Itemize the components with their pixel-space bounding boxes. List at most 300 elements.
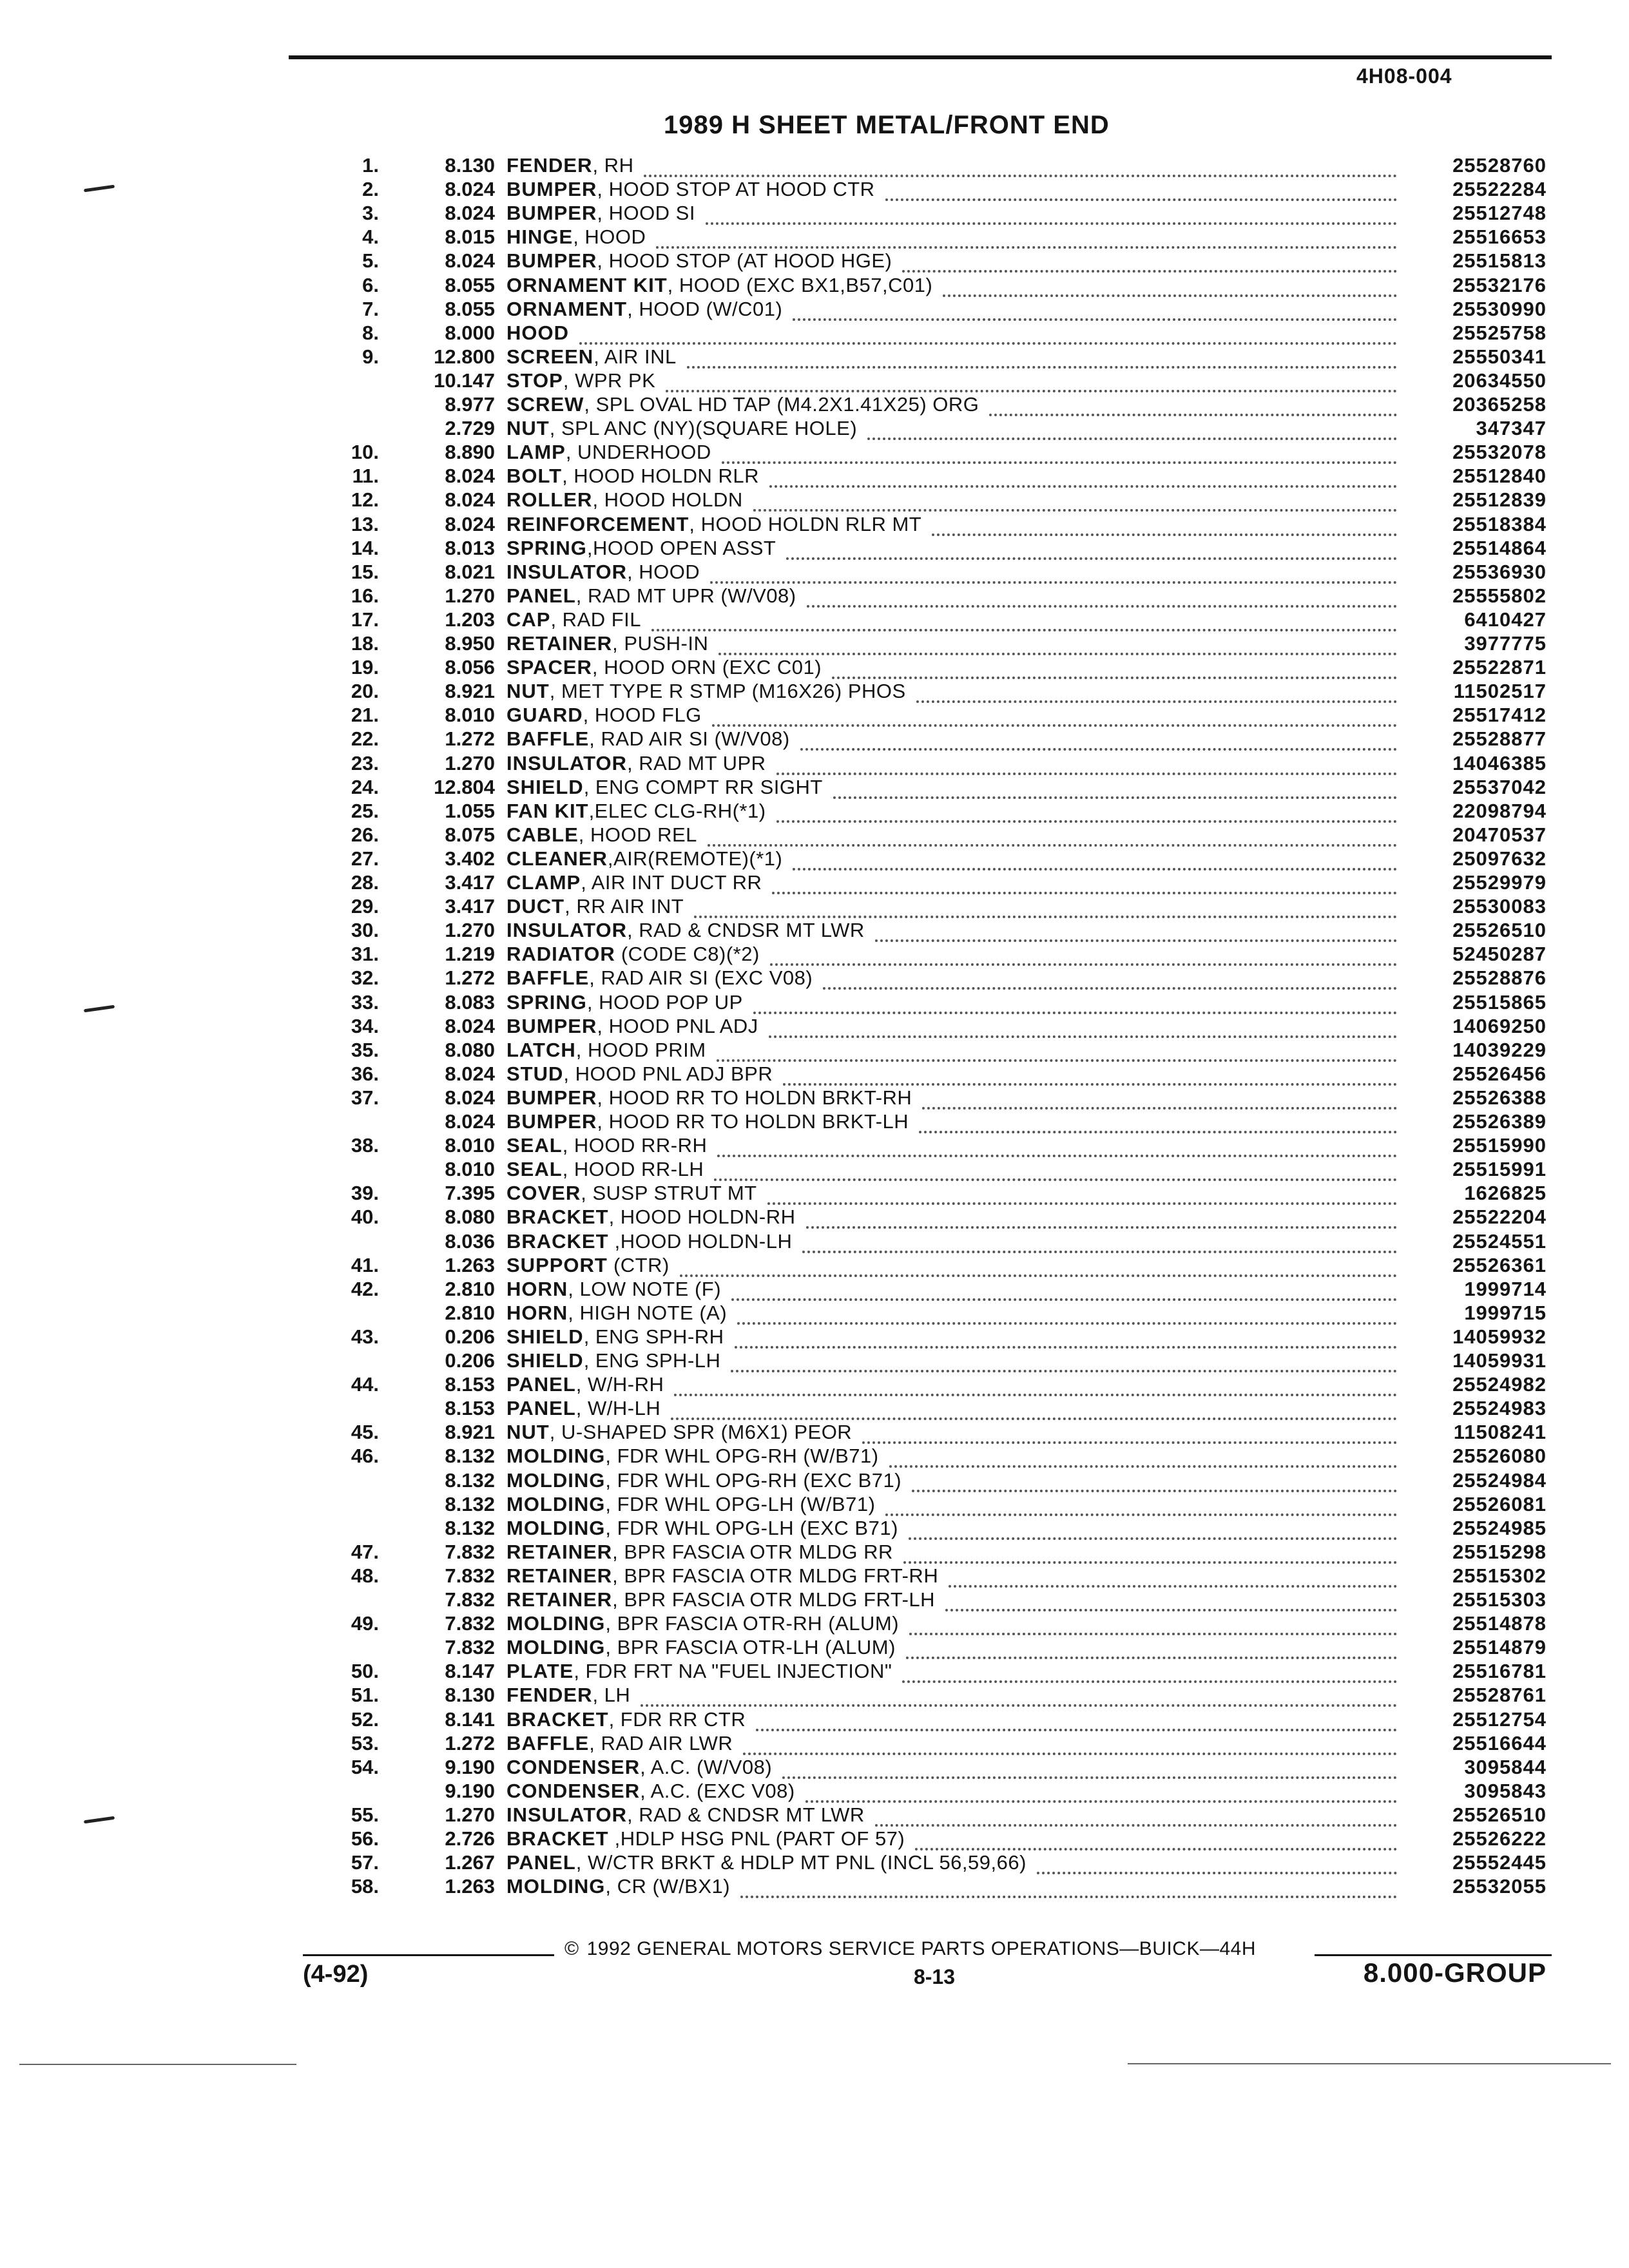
part-name: NUT bbox=[506, 680, 550, 703]
part-name: RETAINER bbox=[506, 1564, 613, 1587]
leader-dots bbox=[807, 584, 1397, 608]
part-detail: , HOOD HOLDN bbox=[592, 488, 743, 512]
part-number: 52450287 bbox=[1452, 943, 1547, 966]
part-number: 25528877 bbox=[1452, 727, 1547, 751]
part-detail: , BPR FASCIA OTR MLDG RR bbox=[612, 1540, 893, 1563]
part-name: LAMP bbox=[506, 441, 566, 464]
part-detail: , LOW NOTE (F) bbox=[568, 1277, 722, 1300]
part-row bbox=[0, 1755, 1629, 1779]
part-row bbox=[0, 775, 1629, 799]
part-name: BRACKET bbox=[506, 1827, 609, 1850]
part-name: CLEANER bbox=[506, 847, 608, 870]
leader-dots bbox=[862, 1420, 1397, 1444]
part-name: NUT bbox=[506, 417, 550, 440]
part-detail: , HOOD STOP AT HOOD CTR bbox=[597, 178, 875, 201]
part-number: 25526389 bbox=[1452, 1110, 1547, 1133]
part-number: 25516653 bbox=[1452, 226, 1547, 249]
item-number: 16. bbox=[351, 584, 379, 607]
group-number: 8.010 bbox=[445, 1134, 495, 1157]
part-detail: , RAD AIR SI (EXC V08) bbox=[589, 966, 813, 990]
group-number: 8.000 bbox=[445, 321, 495, 344]
part-row bbox=[0, 392, 1629, 416]
part-detail: , HOOD (EXC BX1,B57,C01) bbox=[667, 273, 933, 296]
part-row bbox=[0, 1611, 1629, 1635]
part-detail: , HOOD POP UP bbox=[586, 990, 743, 1014]
group-number: 2.810 bbox=[445, 1301, 495, 1324]
part-number: 25530990 bbox=[1452, 297, 1547, 320]
item-number: 36. bbox=[351, 1062, 379, 1085]
item-number: 6. bbox=[362, 273, 379, 296]
leader-dots bbox=[641, 1683, 1397, 1707]
leader-dots bbox=[731, 1349, 1397, 1372]
part-detail: , HOOD FLG bbox=[583, 704, 702, 727]
leader-dots bbox=[753, 488, 1397, 512]
part-detail: , HOOD bbox=[626, 560, 700, 583]
leader-dots bbox=[922, 1086, 1397, 1110]
part-detail: , RAD & CNDSR MT LWR bbox=[626, 1803, 865, 1826]
leader-dots bbox=[770, 942, 1397, 966]
part-detail: , RAD FIL bbox=[550, 608, 642, 631]
item-number: 27. bbox=[351, 847, 379, 870]
item-number: 46. bbox=[351, 1445, 379, 1468]
part-number: 347347 bbox=[1476, 417, 1547, 440]
group-number: 8.083 bbox=[445, 990, 495, 1014]
part-detail: , ENG SPH-LH bbox=[583, 1349, 721, 1372]
group-number: 1.270 bbox=[445, 1803, 495, 1826]
leader-dots bbox=[714, 1157, 1397, 1181]
part-number: 25515298 bbox=[1452, 1540, 1547, 1563]
group-number: 8.013 bbox=[445, 536, 495, 559]
part-name: FAN KIT bbox=[506, 799, 589, 822]
part-number: 25524985 bbox=[1452, 1516, 1547, 1539]
leader-dots bbox=[756, 1707, 1397, 1731]
part-detail: , BPR FASCIA OTR MLDG FRT-RH bbox=[612, 1564, 939, 1587]
part-row bbox=[0, 1014, 1629, 1038]
part-number: 25515302 bbox=[1452, 1564, 1547, 1587]
part-row bbox=[0, 297, 1629, 321]
part-name: ORNAMENT bbox=[506, 297, 628, 320]
group-number: 8.141 bbox=[445, 1707, 495, 1731]
part-detail: , U-SHAPED SPR (M6X1) PEOR bbox=[549, 1421, 853, 1444]
group-number: 8.132 bbox=[445, 1516, 495, 1539]
part-name: MOLDING bbox=[506, 1636, 606, 1659]
item-number: 11. bbox=[352, 465, 379, 488]
group-number: 8.950 bbox=[445, 632, 495, 655]
part-name: SHIELD bbox=[506, 1325, 584, 1348]
part-row bbox=[0, 1110, 1629, 1133]
part-number: 25526388 bbox=[1452, 1086, 1547, 1109]
group-number: 8.132 bbox=[445, 1492, 495, 1515]
part-number: 25522204 bbox=[1452, 1206, 1547, 1229]
group-number: 8.977 bbox=[445, 393, 495, 416]
part-row bbox=[0, 847, 1629, 870]
leader-dots bbox=[945, 1588, 1397, 1611]
part-detail: , RH bbox=[592, 154, 634, 177]
part-row bbox=[0, 1396, 1629, 1420]
leader-dots bbox=[656, 225, 1397, 249]
item-number: 9. bbox=[362, 345, 379, 368]
part-detail: (CTR) bbox=[607, 1253, 670, 1276]
group-number: 8.080 bbox=[445, 1206, 495, 1229]
part-row bbox=[0, 1062, 1629, 1086]
part-detail: ,HOOD OPEN ASST bbox=[586, 536, 776, 559]
leader-dots bbox=[722, 440, 1397, 464]
part-name: MOLDING bbox=[506, 1445, 606, 1468]
part-name: BRACKET bbox=[506, 1229, 609, 1253]
item-number: 41. bbox=[351, 1253, 379, 1276]
part-row bbox=[0, 1492, 1629, 1516]
leader-dots bbox=[767, 1181, 1397, 1205]
item-number: 47. bbox=[351, 1540, 379, 1563]
document-code: 4H08-004 bbox=[1356, 64, 1452, 88]
part-name: CONDENSER bbox=[506, 1779, 641, 1802]
group-number: 2.810 bbox=[445, 1277, 495, 1300]
part-number: 25512754 bbox=[1452, 1707, 1547, 1731]
item-number: 48. bbox=[351, 1564, 379, 1587]
part-row bbox=[0, 153, 1629, 177]
part-row bbox=[0, 1277, 1629, 1301]
leader-dots bbox=[932, 512, 1397, 536]
item-number: 54. bbox=[351, 1755, 379, 1778]
leader-dots bbox=[710, 560, 1397, 584]
item-number: 43. bbox=[351, 1325, 379, 1348]
group-number: 0.206 bbox=[445, 1349, 495, 1372]
part-number: 25518384 bbox=[1452, 512, 1547, 535]
part-number: 20634550 bbox=[1452, 369, 1547, 392]
part-name: BUMPER bbox=[506, 249, 597, 273]
part-row bbox=[0, 369, 1629, 392]
part-number: 14046385 bbox=[1452, 751, 1547, 774]
item-number: 4. bbox=[362, 226, 379, 249]
group-number: 9.190 bbox=[445, 1779, 495, 1802]
part-detail: , RAD & CNDSR MT LWR bbox=[626, 919, 865, 942]
leader-dots bbox=[666, 369, 1397, 392]
group-number: 8.153 bbox=[445, 1397, 495, 1420]
part-detail: , HOOD HOLDN-RH bbox=[608, 1206, 796, 1229]
part-name: PANEL bbox=[506, 1373, 576, 1396]
part-name: BAFFLE bbox=[506, 966, 590, 990]
copyright-text: 1992 GENERAL MOTORS SERVICE PARTS OPERATIONS—BUICK—44H bbox=[586, 1938, 1257, 1959]
part-row bbox=[0, 1372, 1629, 1396]
part-detail: , FDR RR CTR bbox=[608, 1707, 746, 1731]
part-row bbox=[0, 416, 1629, 440]
part-name: HORN bbox=[506, 1301, 568, 1324]
item-number: 5. bbox=[362, 249, 379, 273]
part-row bbox=[0, 727, 1629, 751]
part-row bbox=[0, 1468, 1629, 1492]
part-number: 25532055 bbox=[1452, 1875, 1547, 1898]
part-row bbox=[0, 1803, 1629, 1827]
part-name: PANEL bbox=[506, 584, 576, 607]
part-row bbox=[0, 1181, 1629, 1205]
leader-dots bbox=[823, 966, 1397, 990]
item-number: 30. bbox=[351, 919, 379, 942]
part-row bbox=[0, 584, 1629, 608]
part-name: SCREEN bbox=[506, 345, 594, 368]
group-number: 1.272 bbox=[445, 966, 495, 990]
part-row bbox=[0, 536, 1629, 560]
part-detail: , FDR WHL OPG-LH (W/B71) bbox=[605, 1492, 876, 1515]
leader-dots bbox=[919, 1110, 1397, 1133]
leader-dots bbox=[651, 608, 1397, 631]
leader-dots bbox=[717, 1133, 1397, 1157]
part-name: PANEL bbox=[506, 1851, 576, 1874]
part-detail: , RAD AIR SI (W/V08) bbox=[589, 727, 790, 751]
part-row bbox=[0, 1731, 1629, 1755]
part-name: CONDENSER bbox=[506, 1755, 641, 1778]
part-number: 11502517 bbox=[1453, 680, 1547, 703]
leader-dots bbox=[949, 1564, 1397, 1588]
part-name: NUT bbox=[506, 1421, 550, 1444]
group-number: 1.272 bbox=[445, 727, 495, 751]
part-number: 25524982 bbox=[1452, 1373, 1547, 1396]
part-number: 1626825 bbox=[1464, 1182, 1547, 1205]
part-row bbox=[0, 1659, 1629, 1683]
item-number: 35. bbox=[351, 1038, 379, 1061]
group-number: 1.263 bbox=[445, 1875, 495, 1898]
part-detail: , RAD MT UPR bbox=[626, 751, 766, 774]
part-detail: , FDR WHL OPG-RH (EXC B71) bbox=[605, 1468, 902, 1492]
part-detail: , RAD AIR LWR bbox=[589, 1731, 733, 1754]
leader-dots bbox=[718, 631, 1397, 655]
part-name: INSULATOR bbox=[506, 560, 627, 583]
part-number: 25525758 bbox=[1452, 321, 1547, 344]
part-detail: , ENG COMPT RR SIGHT bbox=[583, 775, 823, 798]
part-detail: , HIGH NOTE (A) bbox=[568, 1301, 728, 1324]
group-number: 8.024 bbox=[445, 249, 495, 273]
part-detail: , SPL OVAL HD TAP (M4.2X1.41X25) ORG bbox=[584, 393, 979, 416]
group-number: 8.921 bbox=[445, 680, 495, 703]
item-number: 51. bbox=[351, 1684, 379, 1707]
item-number: 2. bbox=[362, 178, 379, 201]
item-number: 12. bbox=[351, 488, 379, 512]
part-row bbox=[0, 1444, 1629, 1468]
part-number: 25526081 bbox=[1452, 1492, 1547, 1515]
item-number: 33. bbox=[351, 990, 379, 1014]
part-name: HORN bbox=[506, 1277, 568, 1300]
part-detail: , HOOD SI bbox=[597, 202, 695, 225]
part-row bbox=[0, 464, 1629, 488]
part-name: INSULATOR bbox=[506, 751, 627, 774]
part-number: 25097632 bbox=[1452, 847, 1547, 870]
part-detail: , HOOD bbox=[573, 226, 646, 249]
part-detail: , FDR WHL OPG-LH (EXC B71) bbox=[605, 1516, 898, 1539]
item-number: 15. bbox=[351, 560, 379, 583]
leader-dots bbox=[731, 1277, 1397, 1301]
part-name: SHIELD bbox=[506, 1349, 584, 1372]
leader-dots bbox=[909, 1611, 1397, 1635]
part-number: 25532176 bbox=[1452, 273, 1547, 296]
part-name: BUMPER bbox=[506, 1110, 597, 1133]
group-number: 8.132 bbox=[445, 1445, 495, 1468]
part-number: 25524551 bbox=[1452, 1229, 1547, 1253]
part-detail: , A.C. (W/V08) bbox=[640, 1755, 773, 1778]
leader-dots bbox=[579, 321, 1397, 345]
part-name: INSULATOR bbox=[506, 1803, 627, 1826]
part-number: 25526222 bbox=[1452, 1827, 1547, 1850]
part-number: 25514879 bbox=[1452, 1636, 1547, 1659]
part-number: 25515990 bbox=[1452, 1134, 1547, 1157]
leader-dots bbox=[776, 799, 1397, 823]
part-number: 25515813 bbox=[1452, 249, 1547, 273]
group-number: 12.804 bbox=[434, 775, 495, 798]
leader-dots bbox=[644, 153, 1397, 177]
group-number: 8.080 bbox=[445, 1038, 495, 1061]
leader-dots bbox=[753, 990, 1397, 1014]
part-detail: , HOOD STOP (AT HOOD HGE) bbox=[597, 249, 892, 273]
item-number: 32. bbox=[351, 966, 379, 990]
group-number: 1.270 bbox=[445, 584, 495, 607]
leader-dots bbox=[694, 894, 1397, 918]
item-number: 50. bbox=[351, 1660, 379, 1683]
part-number: 1999715 bbox=[1464, 1301, 1547, 1324]
part-name: MOLDING bbox=[506, 1492, 606, 1515]
item-number: 7. bbox=[362, 297, 379, 320]
group-number: 8.024 bbox=[445, 1110, 495, 1133]
item-number: 23. bbox=[351, 751, 379, 774]
part-number: 25528760 bbox=[1452, 154, 1547, 177]
group-number: 8.015 bbox=[445, 226, 495, 249]
part-row bbox=[0, 1229, 1629, 1253]
leader-dots bbox=[782, 1755, 1397, 1779]
part-number: 25529979 bbox=[1452, 871, 1547, 894]
part-row bbox=[0, 1253, 1629, 1277]
leader-dots bbox=[776, 751, 1397, 775]
leader-dots bbox=[717, 1038, 1397, 1062]
part-number: 25524983 bbox=[1452, 1397, 1547, 1420]
part-row bbox=[0, 1516, 1629, 1540]
part-row bbox=[0, 177, 1629, 201]
part-detail: , WPR PK bbox=[563, 369, 656, 392]
item-number: 34. bbox=[351, 1014, 379, 1037]
group-number: 8.021 bbox=[445, 560, 495, 583]
part-detail: , HOOD (W/C01) bbox=[627, 297, 783, 320]
group-number: 1.272 bbox=[445, 1731, 495, 1754]
part-detail: , SPL ANC (NY)(SQUARE HOLE) bbox=[549, 417, 858, 440]
leader-dots bbox=[805, 1779, 1397, 1803]
group-number: 7.832 bbox=[445, 1612, 495, 1635]
part-row bbox=[0, 1850, 1629, 1874]
part-row bbox=[0, 655, 1629, 679]
leader-dots bbox=[989, 392, 1397, 416]
part-name: ORNAMENT KIT bbox=[506, 273, 668, 296]
group-number: 1.267 bbox=[445, 1851, 495, 1874]
part-row bbox=[0, 990, 1629, 1014]
item-number: 1. bbox=[362, 154, 379, 177]
part-number: 25515991 bbox=[1452, 1158, 1547, 1181]
part-row bbox=[0, 1588, 1629, 1611]
item-number: 10. bbox=[351, 441, 379, 464]
leader-dots bbox=[680, 1253, 1397, 1277]
group-number: 7.395 bbox=[445, 1182, 495, 1205]
part-name: RETAINER bbox=[506, 1588, 613, 1611]
part-name: MOLDING bbox=[506, 1468, 606, 1492]
bottom-rule-left bbox=[19, 2064, 296, 2065]
item-number: 56. bbox=[351, 1827, 379, 1850]
part-name: COVER bbox=[506, 1182, 581, 1205]
part-number: 25522284 bbox=[1452, 178, 1547, 201]
part-number: 25516781 bbox=[1452, 1660, 1547, 1683]
group-number: 7.832 bbox=[445, 1540, 495, 1563]
item-number: 53. bbox=[351, 1731, 379, 1754]
part-number: 3095844 bbox=[1464, 1755, 1547, 1778]
item-number: 58. bbox=[351, 1875, 379, 1898]
item-number: 37. bbox=[351, 1086, 379, 1109]
item-number: 25. bbox=[351, 799, 379, 822]
group-number: 3.417 bbox=[445, 871, 495, 894]
part-name: FENDER bbox=[506, 1684, 593, 1707]
part-detail: , MET TYPE R STMP (M16X26) PHOS bbox=[549, 680, 906, 703]
part-detail: , CR (W/BX1) bbox=[605, 1875, 731, 1898]
part-name: MOLDING bbox=[506, 1612, 606, 1635]
part-name: REINFORCEMENT bbox=[506, 512, 689, 535]
leader-dots bbox=[875, 918, 1397, 942]
part-name: SCREW bbox=[506, 393, 584, 416]
group-number: 8.132 bbox=[445, 1468, 495, 1492]
leader-dots bbox=[740, 1874, 1397, 1898]
group-number: 3.402 bbox=[445, 847, 495, 870]
part-detail: , HOOD PNL ADJ bbox=[597, 1014, 758, 1037]
leader-dots bbox=[737, 1301, 1397, 1325]
part-name: SPRING bbox=[506, 990, 587, 1014]
part-name: BAFFLE bbox=[506, 727, 590, 751]
part-name: SEAL bbox=[506, 1134, 563, 1157]
group-number: 8.024 bbox=[445, 202, 495, 225]
group-number: 10.147 bbox=[434, 369, 495, 392]
part-detail: ,AIR(REMOTE)(*1) bbox=[607, 847, 783, 870]
leader-dots bbox=[875, 1803, 1397, 1827]
leader-dots bbox=[706, 201, 1397, 225]
part-row bbox=[0, 823, 1629, 847]
item-number: 26. bbox=[351, 823, 379, 846]
part-row bbox=[0, 560, 1629, 584]
part-number: 25528761 bbox=[1452, 1684, 1547, 1707]
group-number: 8.010 bbox=[445, 704, 495, 727]
part-name: BUMPER bbox=[506, 1014, 597, 1037]
part-number: 25514864 bbox=[1452, 536, 1547, 559]
part-row bbox=[0, 1133, 1629, 1157]
leader-dots bbox=[943, 273, 1397, 297]
group-number: 8.024 bbox=[445, 512, 495, 535]
group-number: 8.921 bbox=[445, 1421, 495, 1444]
part-detail: , HOOD REL bbox=[578, 823, 697, 846]
item-number: 42. bbox=[351, 1277, 379, 1300]
group-number: 9.190 bbox=[445, 1755, 495, 1778]
leader-dots bbox=[671, 1396, 1397, 1420]
part-detail: , A.C. (EXC V08) bbox=[640, 1779, 795, 1802]
part-detail: , W/CTR BRKT & HDLP MT PNL (INCL 56,59,66) bbox=[575, 1851, 1027, 1874]
item-number: 22. bbox=[351, 727, 379, 751]
item-number: 3. bbox=[362, 202, 379, 225]
part-name: HOOD bbox=[506, 321, 569, 344]
item-number: 38. bbox=[351, 1134, 379, 1157]
part-detail: , HOOD ORN (EXC C01) bbox=[592, 656, 822, 679]
group-number: 8.024 bbox=[445, 178, 495, 201]
part-name: MOLDING bbox=[506, 1516, 606, 1539]
part-number: 25517412 bbox=[1452, 704, 1547, 727]
part-row bbox=[0, 488, 1629, 512]
part-name: SHIELD bbox=[506, 775, 584, 798]
part-name: RADIATOR bbox=[506, 943, 615, 966]
part-name: PANEL bbox=[506, 1397, 576, 1420]
part-detail: , HOOD HOLDN RLR bbox=[562, 465, 760, 488]
part-number: 25516644 bbox=[1452, 1731, 1547, 1754]
leader-dots bbox=[793, 847, 1397, 870]
item-number: 17. bbox=[351, 608, 379, 631]
group-number: 0.206 bbox=[445, 1325, 495, 1348]
part-detail: ,ELEC CLG-RH(*1) bbox=[588, 799, 766, 822]
part-number: 25515865 bbox=[1452, 990, 1547, 1014]
